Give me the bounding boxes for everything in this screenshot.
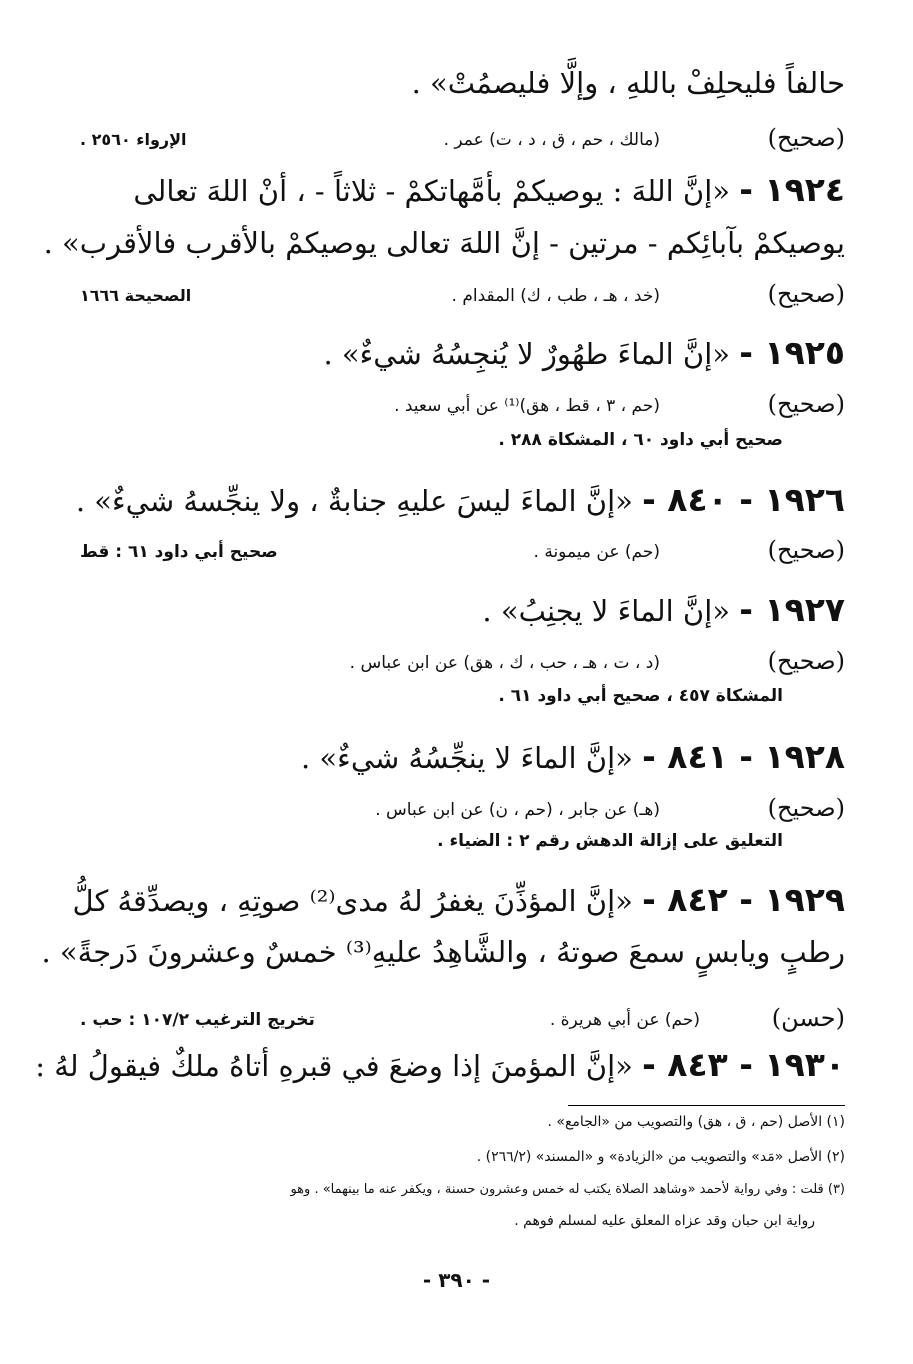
hadith-1925-source-row xyxy=(80,386,845,426)
source-ref-left: تخريج الترغيب ١٠٧/٢ : حب . xyxy=(80,1010,315,1030)
hadith-1924-line1 xyxy=(90,170,845,209)
footnote-2: (٢) الأصل «مَد» والتصويب من «الزيادة» و «المسند» (٢٦٦/٢) . xyxy=(476,1149,845,1165)
grade-label: (صحيح) xyxy=(767,536,845,564)
hadith-number: ١٩٣٠ - ٨٤٣ - xyxy=(642,1045,845,1084)
hadith-1927-line1 xyxy=(90,590,845,629)
hadith-1928-line1 xyxy=(90,737,845,776)
grade-label: (صحيح) xyxy=(767,794,845,822)
source-refs: (مالك ، حم ، ق ، د ، ت) عمر . xyxy=(443,130,660,150)
grade-label: (صحيح) xyxy=(767,280,845,308)
hadith-text: «إنَّ الماءَ لا ينجِّسُهُ شيءٌ» . xyxy=(301,741,633,775)
hadith-1928-extra-ref: التعليق على إزالة الدهش رقم ٢ : الضياء . xyxy=(437,831,783,851)
source-refs: (حم) عن ميمونة . xyxy=(533,542,660,562)
hadith-1924-line2: يوصيكمْ بآبائِكم - مرتين - إنَّ اللهَ تعالى يوصيكمْ بالأقرب فالأقرب» . xyxy=(43,226,845,260)
hadith-text: «إنَّ الماءَ لا يجنِبُ» . xyxy=(482,594,731,628)
hadith-number: ١٩٢٧ - xyxy=(739,590,845,629)
hadith-1929-source-row xyxy=(80,1000,845,1040)
source-ref-left: صحيح أبي داود ٦١ : قط xyxy=(80,542,278,562)
hadith-number: ١٩٢٥ - xyxy=(739,333,845,372)
hadith-1925-line1 xyxy=(90,333,845,372)
hadith-text: «إنَّ اللهَ : يوصيكمْ بأمَّهاتكمْ - ثلاثاً - ، أنْ اللهَ تعالى xyxy=(133,174,731,208)
hadith-text: «إنَّ الماءَ ليسَ عليهِ جنابةٌ ، ولا ينجِّسهُ شيءٌ» . xyxy=(75,484,633,518)
hadith-number: ١٩٢٨ - ٨٤١ - xyxy=(642,737,845,776)
source-refs: (د ، ت ، هـ ، حب ، ك ، هق) عن ابن عباس . xyxy=(349,653,660,673)
source-refs: (خد ، هـ ، طب ، ك) المقدام . xyxy=(451,286,660,306)
hadith-1927-extra-ref: المشكاة ٤٥٧ ، صحيح أبي داود ٦١ . xyxy=(498,686,783,706)
hadith-number: ١٩٢٤ - xyxy=(739,170,845,209)
hadith-1929-line2: رطبٍ ويابسٍ سمعَ صوتهُ ، والشَّاهِدُ عليهِ⁽³⁾ خمسٌ وعشرونَ دَرجةً» . xyxy=(41,935,845,969)
footnote-separator xyxy=(568,1105,845,1106)
hadith-1930-line1 xyxy=(35,1045,845,1084)
intro-text-line: حالفاً فليحلِفْ باللهِ ، وإلَّا فليصمُتْ» . xyxy=(411,66,845,100)
hadith-1926-line1 xyxy=(75,480,845,519)
grade-label: (صحيح) xyxy=(767,647,845,675)
source-ref-left: الصحيحة ١٦٦٦ xyxy=(80,286,192,305)
hadith-1924-source-row xyxy=(80,276,845,316)
source-refs: (حم ، ٣ ، قط ، هق)⁽¹⁾ عن أبي سعيد . xyxy=(394,396,660,416)
grade-label: (حسن) xyxy=(771,1004,845,1032)
grade-label: (صحيح) xyxy=(767,390,845,418)
hadith-text: «إنَّ المؤمنَ إذا وضعَ في قبرهِ أتاهُ ملكٌ فيقولُ لهُ : xyxy=(35,1049,633,1083)
hadith-text: «إنَّ الماءَ طهُورٌ لا يُنجِسُهُ شيءٌ» . xyxy=(323,337,731,371)
footnote-3: (٣) قلت : وفي رواية لأحمد «وشاهد الصلاة يكتب له خمس وعشرون حسنة ، ويكفر عنه ما بينهما» . وهو xyxy=(290,1182,845,1197)
grade-label: (صحيح) xyxy=(767,124,845,152)
hadith-number: ١٩٢٦ - ٨٤٠ - xyxy=(642,480,845,519)
source-refs: (هـ) عن جابر ، (حم ، ن) عن ابن عباس . xyxy=(375,800,660,820)
footnote-3-cont: رواية ابن حبان وقد عزاه المعلق عليه لمسلم فوهم . xyxy=(514,1213,815,1229)
hadith-text: «إنَّ المؤذِّنَ يغفرُ لهُ مدى⁽²⁾ صوتِهِ ، ويصدِّقهُ كلُّ xyxy=(72,884,633,918)
hadith-1926-source-row xyxy=(80,532,845,572)
source-refs: (حم) عن أبي هريرة . xyxy=(549,1010,700,1030)
hadith-1929-line1 xyxy=(72,880,845,919)
footnote-1: (١) الأصل (حم ، ق ، هق) والتصويب من «الجامع» . xyxy=(547,1114,845,1130)
hadith-1927-source-row xyxy=(80,643,845,683)
source-ref-left: الإرواء ٢٥٦٠ . xyxy=(80,130,187,149)
hadith-1928-source-row xyxy=(80,790,845,830)
intro-source-row xyxy=(80,120,845,160)
hadith-1925-extra-ref: صحيح أبي داود ٦٠ ، المشكاة ٢٨٨ . xyxy=(498,430,783,450)
page-number: - ٣٩٠ - xyxy=(422,1268,491,1292)
hadith-number: ١٩٢٩ - ٨٤٢ - xyxy=(642,880,845,919)
